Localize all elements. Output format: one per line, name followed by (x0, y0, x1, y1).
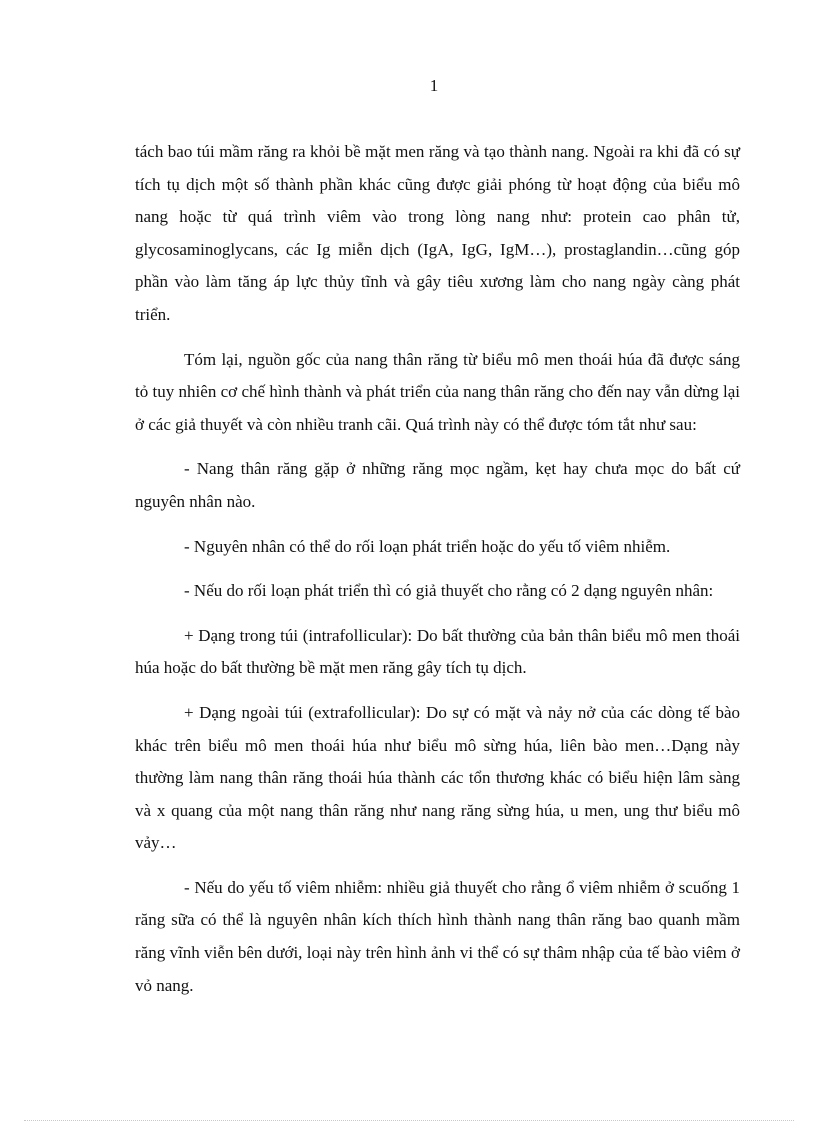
list-item-developmental: - Nếu do rối loạn phát triển thì có giả thuyết cho rằng có 2 dạng nguyên nhân: (184, 581, 714, 601)
list-item-extrafollicular: + Dạng ngoài túi (extrafollicular): Do sự có mặt và nảy nở của các dòng tế bào khác trên biểu mô men thoái húa như biểu mô sừng húa, liên bào men…Dạng này thường làm nang thân răng thoái húa thành các tổn thương khác có biểu hiện lâm sàng và x quang của một nang thân răng như nang răng sừng húa, u men, ung thư biểu mô vảy… (135, 702, 740, 853)
paragraph-continuation: tách bao túi mầm răng ra khỏi bề mặt men răng và tạo thành nang. Ngoài ra khi đã có sự tích tụ dịch một số thành phần khác cũng được giải phóng từ hoạt động của biểu mô nang hoặc từ quá trình viêm vào trong lòng nang như: protein cao phân tử, glycosaminoglycans, các Ig miễn dịch (IgA, IgG, IgM…), prostaglandin…cũng góp phần vào làm tăng áp lực thủy tĩnh và gây tiêu xương làm cho nang ngày càng phát triển. (135, 142, 740, 324)
paragraph-summary: Tóm lại, nguồn gốc của nang thân răng từ biểu mô men thoái húa đã được sáng tỏ tuy nhiên cơ chế hình thành và phát triển của nang thân răng cho đến nay vẫn dừng lại ở các giả thuyết và còn nhiều tranh cãi. Quá trình này có thể được tóm tắt như sau: (135, 349, 740, 434)
list-item-intrafollicular: + Dạng trong túi (intrafollicular): Do bất thường của bản thân biểu mô men thoái húa hoặc do bất thường bề mặt men răng gây tích tụ dịch. (135, 625, 740, 678)
list-item-impacted-teeth: - Nang thân răng gặp ở những răng mọc ngầm, kẹt hay chưa mọc do bất cứ nguyên nhân nào. (135, 459, 740, 511)
footer-divider (24, 1120, 794, 1121)
document-body (135, 136, 740, 1014)
page-number: 1 (429, 76, 439, 95)
list-item-inflammatory: - Nếu do yếu tố viêm nhiễm: nhiều giả thuyết cho rằng ổ viêm nhiễm ở scuống 1 răng sữa có thể là nguyên nhân kích thích hình thành nang thân răng bao quanh mầm răng vĩnh viễn bên dưới, loại này trên hình ảnh vi thể có sự thâm nhập của tế bào viêm ở vỏ nang. (135, 877, 740, 995)
list-item-causes: - Nguyên nhân có thể do rối loạn phát triển hoặc do yếu tố viêm nhiễm. (184, 536, 671, 556)
